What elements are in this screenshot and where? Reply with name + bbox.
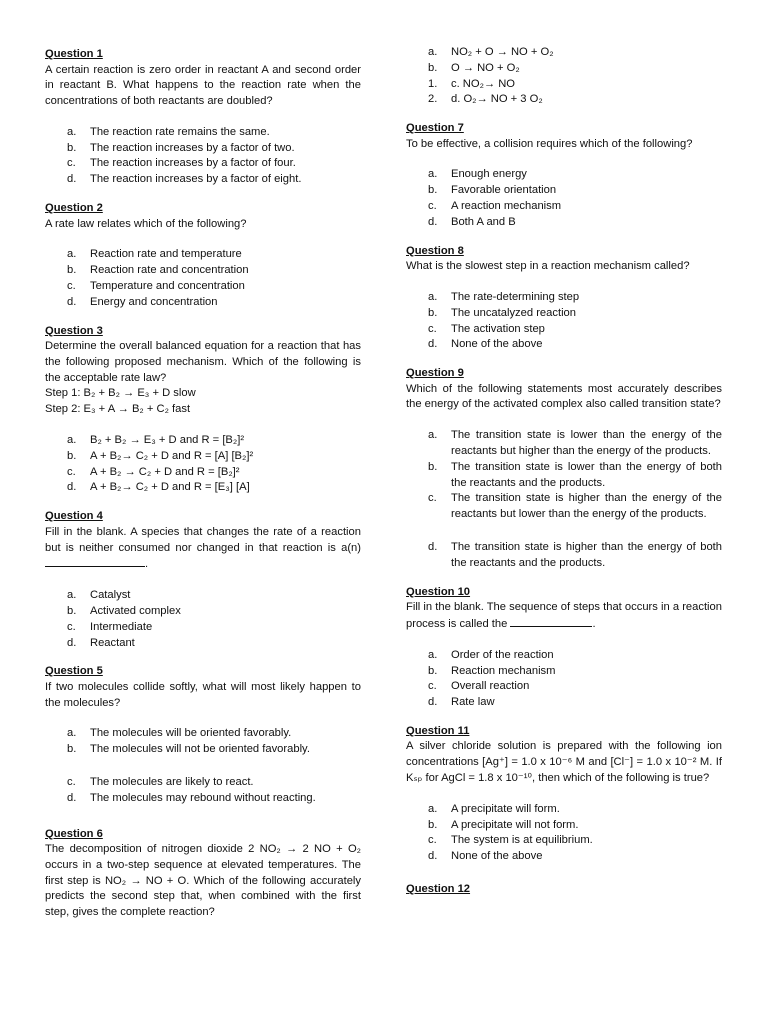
option-item[interactable] bbox=[45, 620, 361, 636]
option-item[interactable] bbox=[45, 172, 361, 188]
option-item[interactable] bbox=[45, 726, 361, 742]
option-item[interactable] bbox=[45, 449, 361, 465]
option-item[interactable] bbox=[45, 604, 361, 620]
option-marker: d. bbox=[428, 215, 438, 228]
option-item[interactable] bbox=[406, 491, 722, 523]
answer-blank[interactable] bbox=[45, 556, 145, 567]
option-text: A reaction mechanism bbox=[451, 200, 562, 213]
option-item[interactable] bbox=[45, 125, 361, 141]
option-item[interactable] bbox=[406, 664, 722, 680]
question-text: What is the slowest step in a reaction mechanism called? bbox=[406, 260, 690, 273]
option-marker: d. bbox=[428, 850, 438, 863]
option-marker: c. bbox=[67, 620, 76, 633]
option-item[interactable] bbox=[406, 45, 722, 61]
option-item[interactable] bbox=[45, 295, 361, 311]
option-marker: b. bbox=[67, 449, 77, 462]
option-marker: a. bbox=[67, 125, 77, 138]
option-item[interactable] bbox=[406, 215, 722, 231]
option-marker: a. bbox=[67, 589, 77, 602]
option-item[interactable] bbox=[45, 775, 361, 791]
options-list bbox=[406, 648, 722, 711]
question-text: A certain reaction is zero order in reactant A and second order in reactant B. What happens to the reaction rate when the concentrations of both reactants are doubled? bbox=[45, 63, 361, 108]
option-marker: c. bbox=[428, 834, 437, 847]
option-item[interactable] bbox=[406, 695, 722, 711]
option-text: The molecules will not be oriented favorably. bbox=[90, 743, 310, 756]
question-text bbox=[45, 339, 361, 418]
option-item[interactable] bbox=[406, 849, 722, 865]
option-text: The reaction rate remains the same. bbox=[90, 125, 270, 138]
option-text: A + B₂ → C₂ + D and R = [B₂]² bbox=[90, 465, 240, 478]
question-text-body: Fill in the blank. The sequence of steps that occurs in a reaction process is called the bbox=[406, 601, 722, 630]
option-text: Overall reaction bbox=[451, 680, 530, 693]
option-text: The uncatalyzed reaction bbox=[451, 306, 577, 319]
right-column bbox=[406, 47, 722, 910]
option-marker: b. bbox=[67, 743, 77, 756]
option-text: The transition state is lower than the energy of both the reactants and the products. bbox=[451, 460, 722, 489]
question-text: The decomposition of nitrogen dioxide 2 NO₂ → 2 NO + O₂ occurs in a two-step sequence at elevated temperatures. The first step is NO₂ → NO + O. Which of the following accurately predicts the second step that, when combined with the first step, gives the complete reaction? bbox=[45, 843, 361, 919]
options-list bbox=[406, 167, 722, 230]
option-item[interactable] bbox=[406, 290, 722, 306]
option-text: The activation step bbox=[451, 322, 545, 335]
option-item[interactable] bbox=[45, 247, 361, 263]
option-text: B₂ + B₂ → E₃ + D and R = [B₂]² bbox=[90, 434, 245, 447]
option-marker: d. bbox=[67, 173, 77, 186]
option-text: Reaction rate and concentration bbox=[90, 264, 249, 277]
option-item[interactable] bbox=[45, 742, 361, 758]
question-text-end: . bbox=[145, 558, 149, 571]
question-title: Question 9 bbox=[406, 367, 464, 380]
option-text: Temperature and concentration bbox=[90, 279, 245, 292]
option-marker: a. bbox=[428, 429, 438, 442]
question-text-body: Determine the overall balanced equation for a reaction that has the following proposed mechanism. Which of the following is the acceptable rate law? bbox=[45, 340, 361, 384]
option-marker: c. bbox=[67, 157, 76, 170]
option-text: The reaction increases by a factor of two. bbox=[90, 141, 295, 154]
option-item[interactable] bbox=[406, 183, 722, 199]
option-item[interactable] bbox=[45, 588, 361, 604]
option-item[interactable] bbox=[45, 465, 361, 481]
option-marker: c. bbox=[67, 465, 76, 478]
option-marker: b. bbox=[67, 264, 77, 277]
option-marker: d. bbox=[67, 481, 77, 494]
option-marker: d. bbox=[67, 295, 77, 308]
option-text: The reaction increases by a factor of eight. bbox=[90, 173, 302, 186]
options-list bbox=[406, 45, 722, 108]
option-text: Intermediate bbox=[90, 620, 153, 633]
option-text: None of the above bbox=[451, 338, 543, 351]
option-marker: d. bbox=[428, 541, 438, 554]
option-item[interactable] bbox=[406, 818, 722, 834]
option-marker: b. bbox=[67, 604, 77, 617]
question-6 bbox=[45, 827, 361, 921]
option-marker: 2. bbox=[428, 93, 438, 106]
option-text: The system is at equilibrium. bbox=[451, 834, 593, 847]
question-3 bbox=[45, 324, 361, 497]
option-text: Enough energy bbox=[451, 168, 527, 181]
option-text: The molecules will be oriented favorably. bbox=[90, 727, 292, 740]
option-item[interactable] bbox=[406, 428, 722, 460]
question-2 bbox=[45, 201, 361, 310]
question-12 bbox=[406, 882, 722, 898]
option-marker: c. bbox=[428, 492, 437, 505]
question-title: Question 12 bbox=[406, 882, 471, 895]
option-marker: b. bbox=[67, 141, 77, 154]
question-title: Question 4 bbox=[45, 510, 103, 523]
option-marker: a. bbox=[67, 727, 77, 740]
option-marker: b. bbox=[428, 460, 438, 473]
question-title: Question 5 bbox=[45, 665, 103, 678]
option-text: The molecules may rebound without reacting. bbox=[90, 791, 316, 804]
option-marker: b. bbox=[428, 306, 438, 319]
option-marker: d. bbox=[67, 636, 77, 649]
question-11 bbox=[406, 724, 722, 865]
option-marker: a. bbox=[428, 648, 438, 661]
question-text bbox=[45, 525, 361, 573]
option-text: Reactant bbox=[90, 636, 135, 649]
question-text: To be effective, a collision requires which of the following? bbox=[406, 137, 693, 150]
options-list bbox=[45, 433, 361, 496]
option-text: A precipitate will form. bbox=[451, 802, 560, 815]
option-item[interactable] bbox=[45, 636, 361, 652]
question-text bbox=[406, 600, 722, 633]
option-marker: a. bbox=[428, 802, 438, 815]
question-title: Question 7 bbox=[406, 122, 464, 135]
option-text: Favorable orientation bbox=[451, 184, 557, 197]
question-title: Question 6 bbox=[45, 827, 103, 840]
answer-blank[interactable] bbox=[510, 616, 592, 627]
left-column bbox=[45, 47, 361, 934]
option-item[interactable] bbox=[406, 648, 722, 664]
option-text: A precipitate will not form. bbox=[451, 818, 579, 831]
option-marker: b. bbox=[428, 184, 438, 197]
question-6-options bbox=[406, 45, 722, 108]
option-text: c. NO₂→ NO bbox=[451, 77, 516, 90]
question-title: Question 8 bbox=[406, 244, 464, 257]
option-item[interactable] bbox=[45, 141, 361, 157]
option-marker: b. bbox=[428, 818, 438, 831]
option-marker: d. bbox=[67, 791, 77, 804]
option-item[interactable] bbox=[406, 199, 722, 215]
options-list bbox=[45, 247, 361, 310]
option-marker: a. bbox=[67, 248, 77, 261]
question-7 bbox=[406, 121, 722, 230]
option-text: A + B₂→ C₂ + D and R = [E₃] [A] bbox=[90, 481, 250, 494]
option-item[interactable] bbox=[406, 306, 722, 322]
options-list bbox=[406, 802, 722, 865]
question-4 bbox=[45, 509, 361, 651]
options-list bbox=[45, 588, 361, 651]
question-text: If two molecules collide softly, what will most likely happen to the molecules? bbox=[45, 680, 361, 709]
option-text: The reaction increases by a factor of four. bbox=[90, 157, 296, 170]
option-text: Order of the reaction bbox=[451, 648, 554, 661]
mechanism-step-2: Step 2: E₃ + A → B₂ + C₂ fast bbox=[45, 403, 191, 416]
option-text: d. O₂→ NO + 3 O₂ bbox=[451, 93, 543, 106]
question-text: A rate law relates which of the following? bbox=[45, 217, 247, 230]
option-item[interactable] bbox=[406, 460, 722, 492]
option-item[interactable] bbox=[406, 802, 722, 818]
option-text: Catalyst bbox=[90, 589, 131, 602]
option-text: A + B₂→ C₂ + D and R = [A] [B₂]² bbox=[90, 449, 254, 462]
option-marker: c. bbox=[67, 776, 76, 788]
option-text: The transition state is higher than the energy of the reactants but lower than the energy of the products. bbox=[451, 492, 722, 521]
option-marker: b. bbox=[428, 664, 438, 677]
question-text: Which of the following statements most accurately describes the energy of the activated complex also called transition state? bbox=[406, 382, 722, 411]
question-title: Question 2 bbox=[45, 202, 103, 215]
option-text: NO₂ + O → NO + O₂ bbox=[451, 46, 554, 58]
option-marker: a. bbox=[428, 290, 438, 303]
option-text: The transition state is higher than the energy of both the reactants and the products. bbox=[451, 541, 722, 569]
option-text: Activated complex bbox=[90, 604, 181, 617]
option-text: O → NO + O₂ bbox=[451, 61, 520, 74]
question-title: Question 1 bbox=[45, 48, 103, 60]
question-title: Question 11 bbox=[406, 724, 470, 737]
question-title: Question 10 bbox=[406, 585, 471, 598]
option-item[interactable] bbox=[406, 322, 722, 338]
question-10 bbox=[406, 585, 722, 711]
option-item[interactable] bbox=[406, 337, 722, 353]
question-text-body: Fill in the blank. A species that changes the rate of a reaction but is neither consumed nor changed in that reaction is a(n) bbox=[45, 525, 361, 554]
options-list bbox=[406, 290, 722, 353]
question-1 bbox=[45, 47, 361, 188]
question-8 bbox=[406, 244, 722, 353]
option-marker: a. bbox=[428, 168, 438, 181]
question-9 bbox=[406, 366, 722, 571]
option-text: Reaction rate and temperature bbox=[90, 248, 242, 261]
option-marker: d. bbox=[428, 338, 438, 351]
options-list bbox=[45, 726, 361, 806]
option-item[interactable] bbox=[406, 167, 722, 183]
option-text: The rate-determining step bbox=[451, 290, 580, 303]
option-item[interactable] bbox=[406, 61, 722, 77]
option-text: The transition state is lower than the energy of the reactants but higher than the energy of the products. bbox=[451, 429, 722, 458]
option-item[interactable] bbox=[45, 279, 361, 295]
option-item[interactable] bbox=[406, 92, 722, 108]
option-marker: a. bbox=[428, 46, 438, 58]
option-marker: c. bbox=[428, 680, 437, 693]
options-list bbox=[45, 125, 361, 188]
question-5 bbox=[45, 664, 361, 806]
option-text: The molecules are likely to react. bbox=[90, 776, 254, 788]
option-marker: a. bbox=[67, 434, 77, 447]
option-item[interactable] bbox=[45, 480, 361, 496]
question-text: A silver chloride solution is prepared with the following ion concentrations [Ag⁺] = 1.0 x 10⁻⁶ M and [Cl⁻] = 1.0 x 10⁻² M. If Kₛₚ for AgCl = 1.8 x 10⁻¹⁰, then which of the following is true? bbox=[406, 740, 722, 784]
option-marker: c. bbox=[428, 322, 437, 335]
option-marker: d. bbox=[428, 696, 438, 709]
option-item[interactable] bbox=[45, 433, 361, 449]
option-item[interactable] bbox=[406, 77, 722, 93]
question-text-end: . bbox=[592, 617, 596, 630]
option-marker: 1. bbox=[428, 77, 438, 90]
option-marker: c. bbox=[428, 200, 437, 213]
option-item[interactable] bbox=[406, 679, 722, 695]
option-text: Rate law bbox=[451, 696, 495, 709]
question-title: Question 3 bbox=[45, 324, 103, 337]
option-text: Energy and concentration bbox=[90, 295, 218, 308]
option-item[interactable] bbox=[406, 833, 722, 849]
option-text: None of the above bbox=[451, 850, 543, 863]
option-item[interactable] bbox=[45, 791, 361, 807]
options-list bbox=[406, 428, 722, 571]
option-marker: b. bbox=[428, 61, 438, 74]
option-marker: c. bbox=[67, 279, 76, 292]
option-item[interactable] bbox=[45, 156, 361, 172]
option-item[interactable] bbox=[45, 263, 361, 279]
option-text: Both A and B bbox=[451, 215, 516, 228]
option-text: Reaction mechanism bbox=[451, 664, 556, 677]
mechanism-step-1: Step 1: B₂ + B₂ → E₃ + D slow bbox=[45, 387, 196, 400]
option-item[interactable] bbox=[406, 540, 722, 572]
